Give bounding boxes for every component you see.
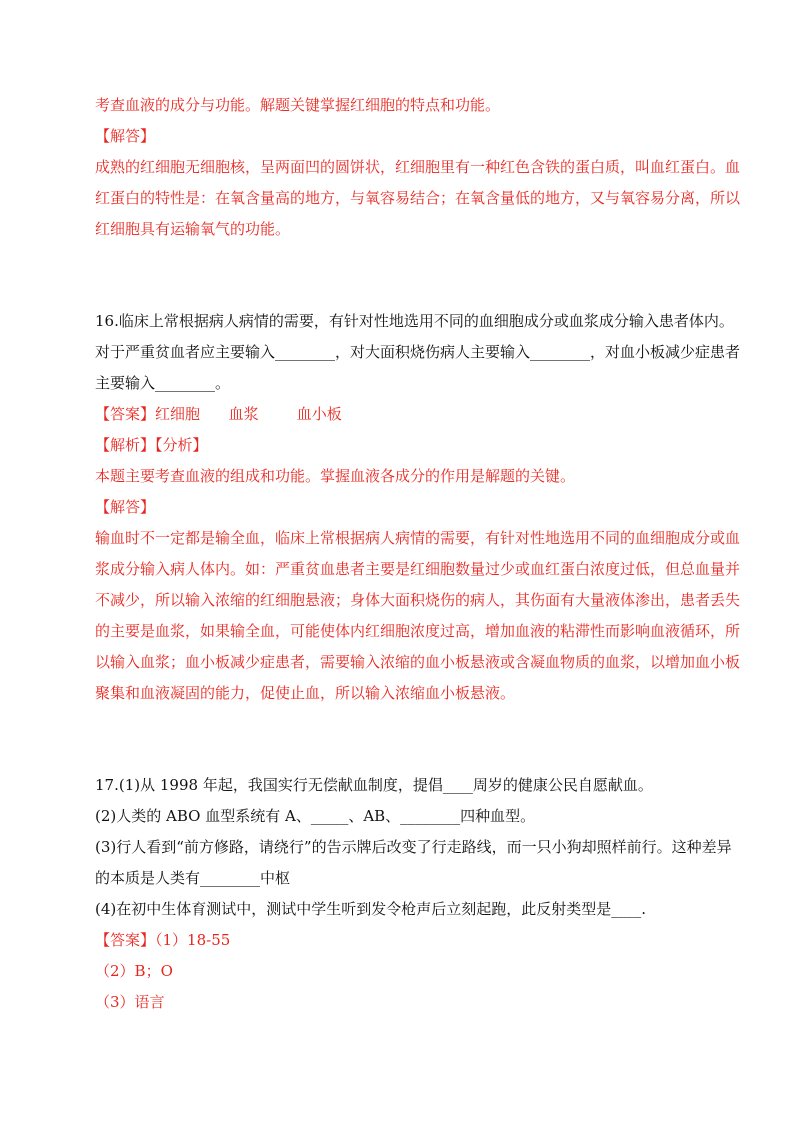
q16-analysis-text: 本题主要考查血液的组成和功能。掌握血液各成分的作用是解题的关键。	[95, 467, 576, 485]
q15-solution-line: 成熟的红细胞无细胞核，呈两面凹的圆饼状，红细胞里有一种红色含铁的蛋白质，叫血红蛋白。血	[95, 158, 741, 176]
q17-question-line: (4)在初中生体育测试中，测试中学生听到发令枪声后立刻起跑，此反射类型是____.	[95, 900, 647, 918]
q17-question-line: (3)行人看到“前方修路，请绕行”的告示牌后改变了行走路线，而一只小狗却照样前行。这种差异	[95, 838, 732, 856]
q16-solution-line: 不减少，所以输入浓缩的红细胞悬液；身体大面积烧伤的病人，其伤面有大量液体渗出，患者丢失	[95, 591, 741, 609]
q16-solution-heading: 【解答】	[95, 498, 156, 516]
q16-question-line: 16.临床上常根据病人病情的需要，有针对性地选用不同的血细胞成分或血浆成分输入患者体内。	[95, 312, 734, 330]
q17-answer-line: 【答案】（1）18-55	[95, 931, 231, 949]
q17-question-line: (2)人类的 ABO 血型系统有 A、_____、AB、________四种血型。	[95, 807, 536, 825]
q17-question-line: 17.(1)从 1998 年起，我国实行无偿献血制度，提倡____周岁的健康公民自愿献血。	[95, 776, 653, 794]
q16-solution-line: 的主要是血浆，如果输全血，可能使体内红细胞浓度过高，增加血液的粘滞性而影响血液循环，所	[95, 622, 741, 640]
q16-solution-line: 以输入血浆；血小板减少症患者，需要输入浓缩的血小板悬液或含凝血物质的血浆，以增加血小板	[95, 653, 741, 671]
q16-solution-line: 浆成分输入病人体内。如：严重贫血患者主要是红细胞数量过少或血红蛋白浓度过低，但总血量并	[95, 560, 741, 578]
q16-question-line: 对于严重贫血者应主要输入________，对大面积烧伤病人主要输入________，对血小板减少症患者	[95, 343, 741, 361]
q15-solution-line: 红蛋白的特性是：在氧含量高的地方，与氧容易结合；在氧含量低的地方，又与氧容易分离，所以	[95, 189, 741, 207]
q15-analysis-text: 考查血液的成分与功能。解题关键掌握红细胞的特点和功能。	[95, 96, 501, 114]
q16-solution-line: 聚集和血液凝固的能力，促使止血，所以输入浓缩血小板悬液。	[95, 684, 516, 702]
q16-solution-line: 输血时不一定都是输全血，临床上常根据病人病情的需要，有针对性地选用不同的血细胞成分或血	[95, 529, 741, 547]
q17-answer-line: （2）B；O	[95, 962, 173, 980]
q17-answer-line: （3）语言	[95, 993, 165, 1011]
q16-question-line: 主要输入________。	[95, 374, 231, 392]
q17-question-line: 的本质是人类有________中枢	[95, 869, 291, 887]
q15-solution-heading: 【解答】	[95, 127, 156, 145]
q16-analysis-heading: 【解析】【分析】	[95, 436, 208, 454]
q16-answer: 【答案】红细胞 血浆 血小板	[95, 405, 342, 423]
q15-solution-line: 红细胞具有运输氧气的功能。	[95, 220, 291, 238]
